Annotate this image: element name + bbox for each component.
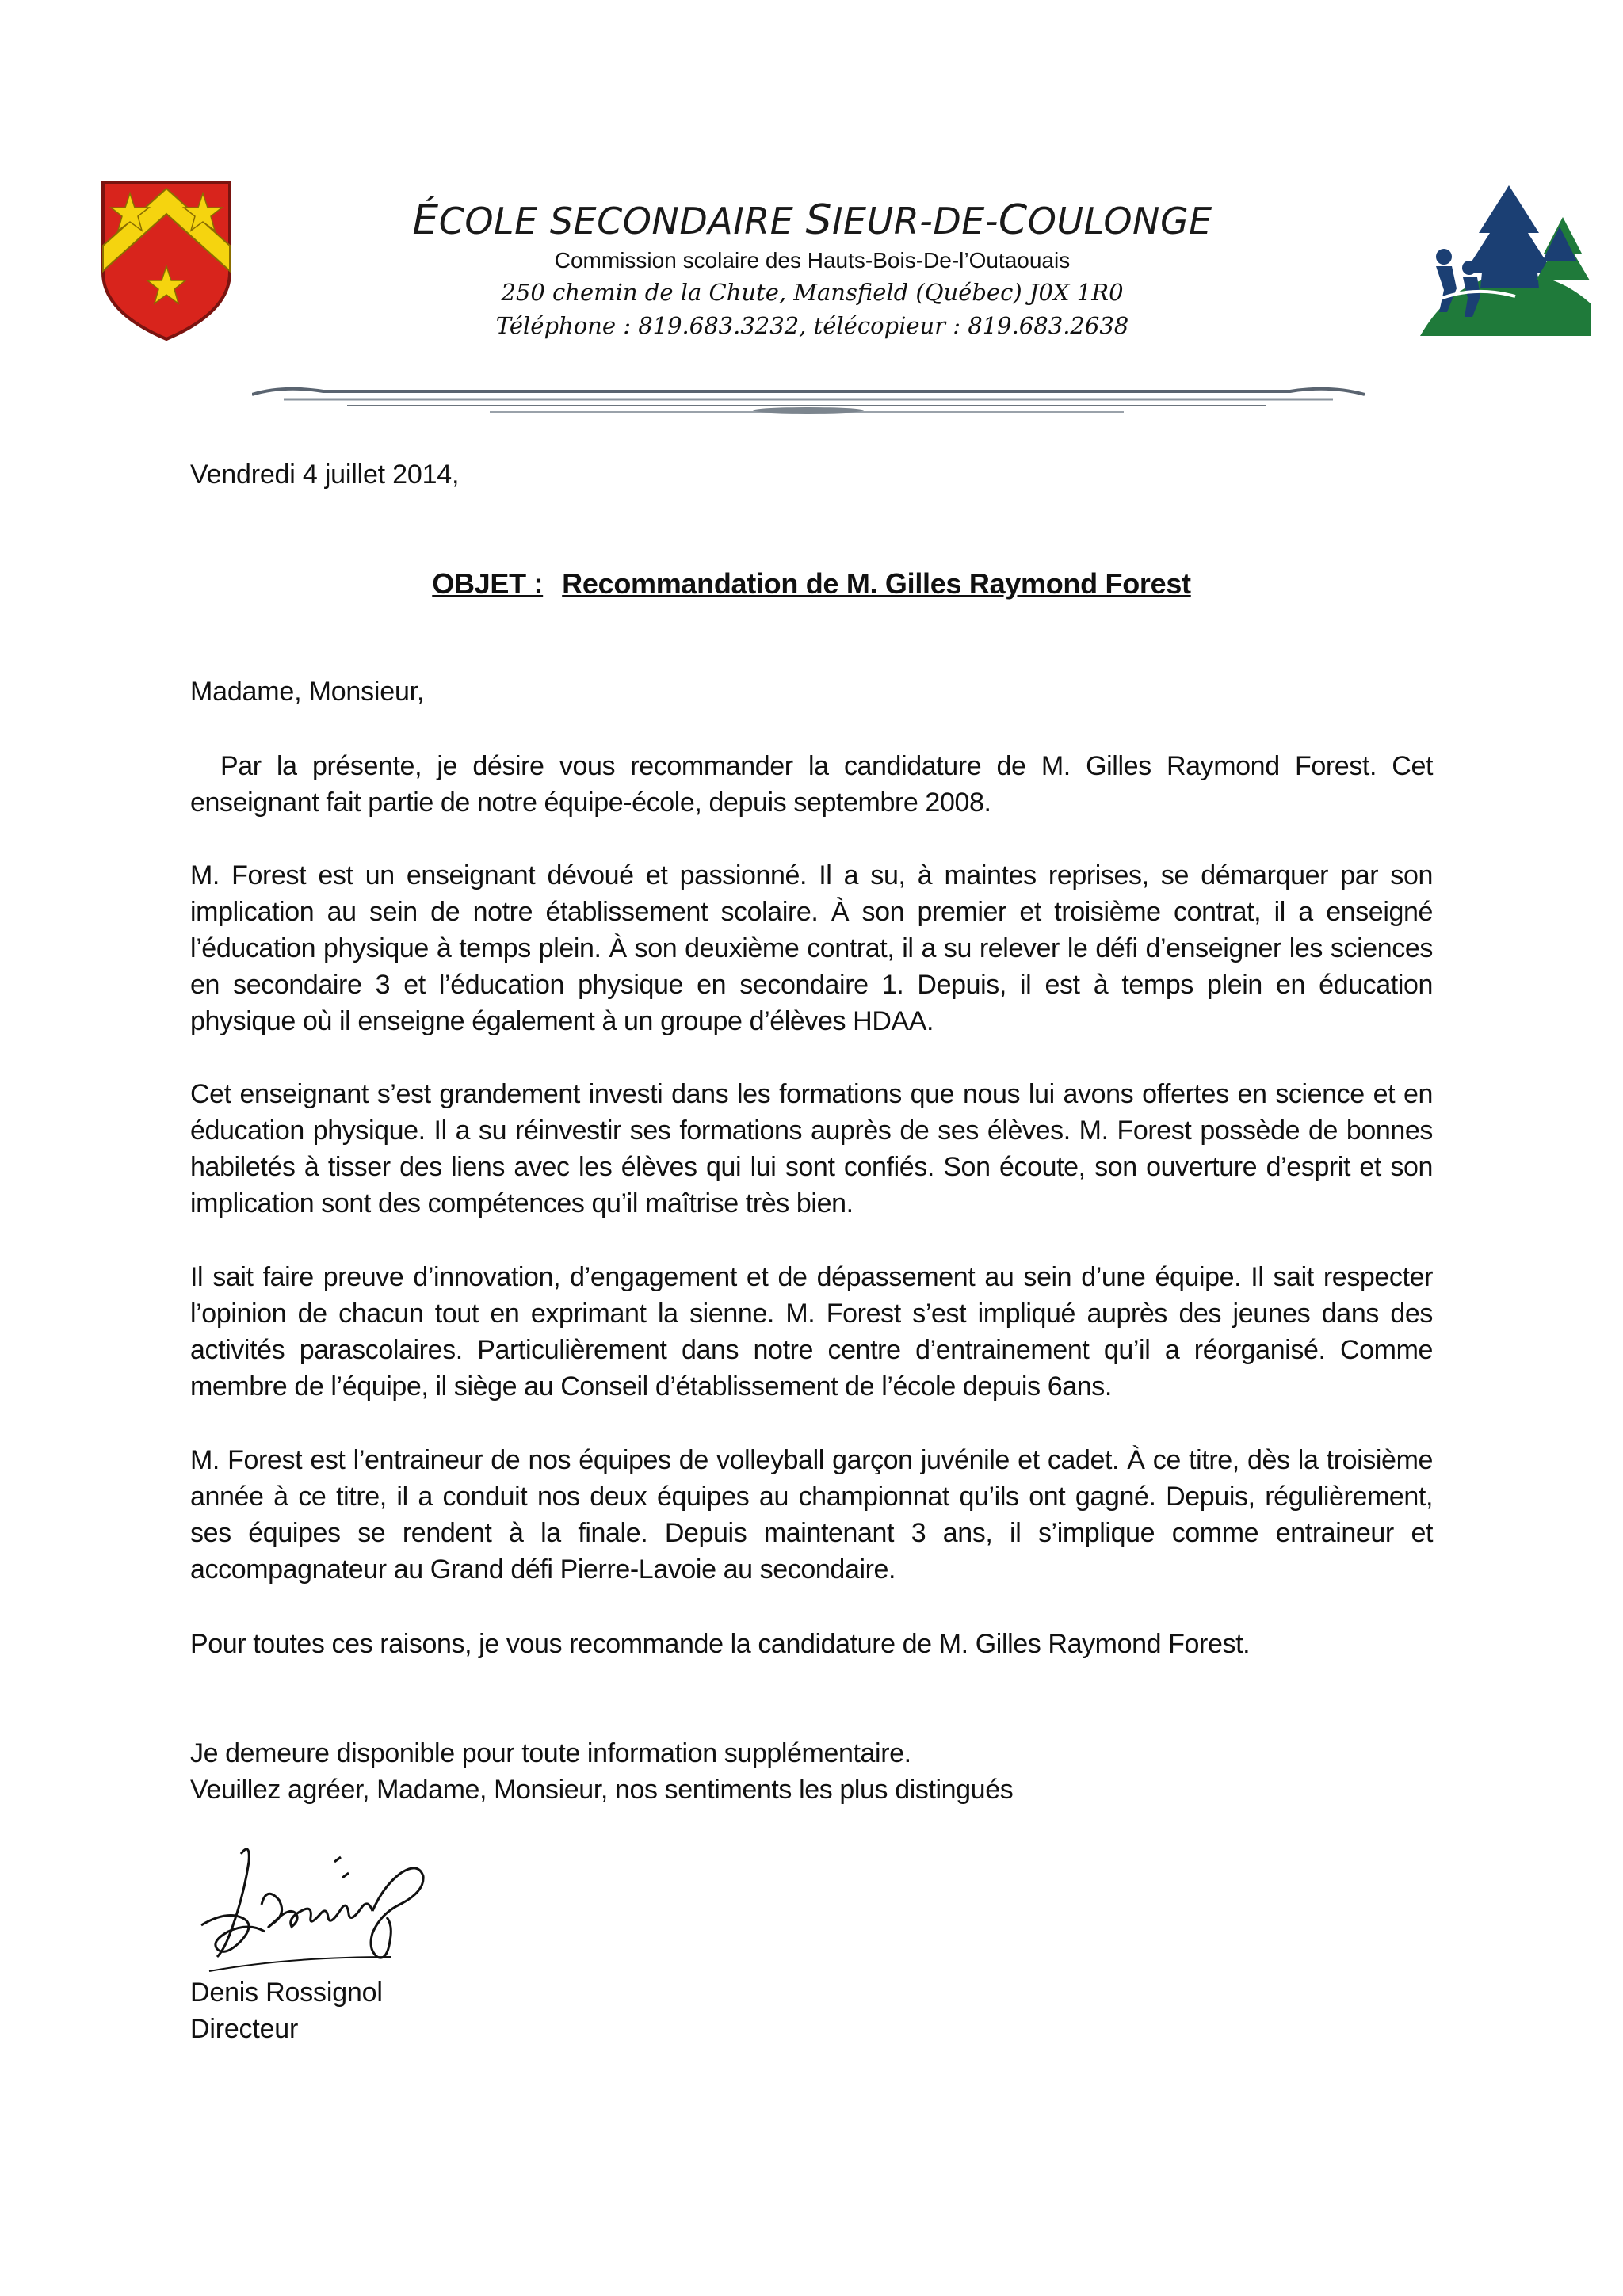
- subject-text: Recommandation de M. Gilles Raymond Forest: [562, 567, 1191, 600]
- paragraph-closing: Veuillez agréer, Madame, Monsieur, nos sentiments les plus distingués: [190, 1775, 1014, 1805]
- school-logo-icon: [1420, 185, 1591, 336]
- school-board: Commission scolaire des Hauts-Bois-De-l’Outaouais: [554, 248, 1071, 273]
- handwritten-signature: [193, 1838, 463, 1978]
- signer-name: Denis Rossignol: [190, 1978, 383, 2008]
- subject-label: OBJET :: [432, 567, 544, 600]
- school-address: 250 chemin de la Chute, Mansfield (Québec) J0X 1R0: [501, 279, 1124, 306]
- paragraph-training: Cet enseignant s’est grandement investi dans les formations que nous lui avons offertes en science et en éducation physique. Il a su réinvestir ses formations auprès de ses élèves. M. Forest possède de bonnes habiletés à tisser des liens avec les élèves qui lui sont confiés. Son écoute, son ouverture d’esprit et son implication sont des compétences qu’il maîtrise très bien.: [190, 1079, 1433, 1219]
- school-name: ÉCOLE SECONDAIRE SIEUR-DE-COULONGE: [412, 196, 1212, 244]
- school-phone: Téléphone : 819.683.3232, télécopieur : 819.683.2638: [495, 312, 1129, 339]
- signer-title: Directeur: [190, 2014, 299, 2044]
- paragraph-coaching: M. Forest est l’entraineur de nos équipes de volleyball garçon juvénile et cadet. À ce titre, dès la troisième année à ce titre, il a conduit nos deux équipes au championnat qu’ils ont gagné. Depuis, régulièrement, ses équipes se rendent à la finale. Depuis maintenant 3 ans, il s’implique comme entraineur et accompagnateur au Grand défi Pierre-Lavoie au secondaire.: [190, 1445, 1433, 1585]
- paragraph-recommendation: Pour toutes ces raisons, je vous recommande la candidature de M. Gilles Raymond Forest.: [190, 1629, 1251, 1659]
- paragraph-intro: Par la présente, je désire vous recommander la candidature de M. Gilles Raymond Forest. Cet enseignant fait partie de notre équipe-école, depuis septembre 2008.: [190, 751, 1433, 818]
- paragraph-engagement: Il sait faire preuve d’innovation, d’engagement et de dépassement au sein d’une équipe. Il sait respecter l’opinion de chacun tout en exprimant la sienne. M. Forest s’est impliqué auprès des jeunes dans des activités parascolaires. Particulièrement dans notre centre d’entrainement qu’il a réorganisé. Comme membre de l’équipe, il siège au Conseil d’établissement de l’école depuis 6ans.: [190, 1262, 1433, 1402]
- school-crest-icon: [98, 177, 235, 342]
- letterhead-divider: [252, 379, 1365, 418]
- letter-date: Vendredi 4 juillet 2014,: [190, 460, 460, 490]
- letter-salutation: Madame, Monsieur,: [190, 677, 425, 707]
- letter-subject: [190, 567, 1433, 601]
- paragraph-teaching: M. Forest est un enseignant dévoué et passionné. Il a su, à maintes reprises, se démarquer par son implication au sein de notre établissement scolaire. À son premier et troisième contrat, il a enseigné l’éducation physique à temps plein. À son deuxième contrat, il a su relever le défi d’enseigner les sciences en secondaire 3 et l’éducation physique en secondaire 1. Depuis, il est à temps plein en éducation physique où il enseigne également à un groupe d’élèves HDAA.: [190, 860, 1433, 1036]
- paragraph-availability: Je demeure disponible pour toute information supplémentaire.: [190, 1738, 911, 1768]
